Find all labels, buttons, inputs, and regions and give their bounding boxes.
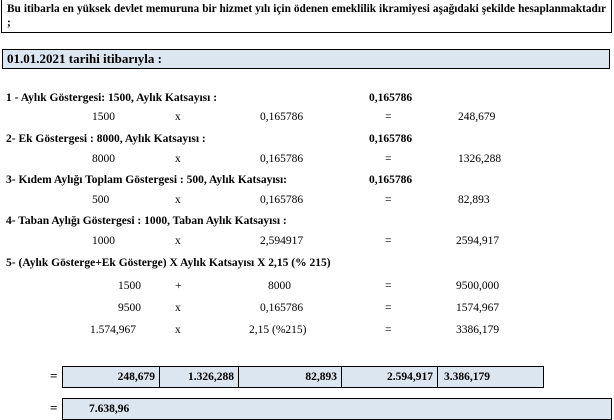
section-3-row-1-result: 82,893 <box>458 194 490 206</box>
section-3-heading: 3- Kıdem Aylığı Toplam Göstergesi : 500, Aylık Katsayısı: <box>6 174 288 186</box>
section-5-row-3-operand-a: 1.574,967 <box>90 324 136 336</box>
section-5-row-1-operator: + <box>175 280 182 292</box>
section-2-heading: 2- Ek Göstergesi : 8000, Aylık Katsayısı : <box>6 133 206 145</box>
section-1-row-1-operand-a: 1500 <box>92 111 115 123</box>
date-heading: 01.01.2021 tarihi itibarıyla : <box>2 49 610 69</box>
total-cell-4: 2.594,917 <box>341 366 438 388</box>
totals-equals-sign: = <box>50 368 58 383</box>
total-cell-5: 3.386,179 <box>437 366 544 388</box>
section-2-row-1-operator: x <box>175 153 181 165</box>
section-3-row-1-operand-a: 500 <box>92 194 110 206</box>
section-1-row-1-operand-b: 0,165786 <box>260 111 304 123</box>
section-5-row-1-result: 9500,000 <box>456 280 500 292</box>
section-5-row-3-operator: x <box>175 324 181 336</box>
section-2-row-1-operand-a: 8000 <box>92 153 115 165</box>
total-cell-1: 248,679 <box>62 366 160 388</box>
section-2-row-1-operand-b: 0,165786 <box>260 153 304 165</box>
section-5-row-1-operand-a: 1500 <box>118 280 141 292</box>
section-5-row-1-operand-b: 8000 <box>268 280 291 292</box>
grand-total-value: 7.638,96 <box>62 398 612 420</box>
section-4-row-1-operand-b: 2,594917 <box>260 235 304 247</box>
section-3-row-1-operand-b: 0,165786 <box>260 194 304 206</box>
section-5-row-2-operand-b: 0,165786 <box>260 302 304 314</box>
section-5-row-3-result: 3386,179 <box>456 324 500 336</box>
section-5-row-1-equals: = <box>385 280 392 292</box>
grand-total-equals-sign: = <box>50 400 58 415</box>
section-1-row-1-result: 248,679 <box>458 111 496 123</box>
section-4-row-1-equals: = <box>385 235 392 247</box>
section-5-row-3-operand-b: 2,15 (%215) <box>249 324 307 336</box>
section-5-row-2-operand-a: 9500 <box>118 302 141 314</box>
total-cell-3: 82,893 <box>238 366 342 388</box>
section-5-row-2-result: 1574,967 <box>456 302 500 314</box>
section-4-row-1-operand-a: 1000 <box>92 235 115 247</box>
section-4-row-1-result: 2594,917 <box>456 235 500 247</box>
total-cell-2: 1.326,288 <box>159 366 239 388</box>
section-2-row-1-equals: = <box>385 153 392 165</box>
section-4-heading: 4- Taban Aylığı Göstergesi : 1000, Taban Aylık Katsayısı : <box>6 215 287 227</box>
section-1-row-1-operator: x <box>175 111 181 123</box>
section-1-heading: 1 - Aylık Göstergesi: 1500, Aylık Katsayısı : <box>6 92 218 104</box>
section-5-row-3-equals: = <box>385 324 392 336</box>
section-1-coefficient: 0,165786 <box>369 92 413 104</box>
section-5-row-2-operator: x <box>175 302 181 314</box>
section-2-coefficient: 0,165786 <box>369 133 413 145</box>
section-3-row-1-operator: x <box>175 194 181 206</box>
section-2-row-1-result: 1326,288 <box>458 153 502 165</box>
intro-paragraph: Bu itibarla en yüksek devlet memuruna bir hizmet yılı için ödenen emeklilik ikramiyesi aşağıdaki şekilde hesaplanmaktadır ; <box>1 0 612 33</box>
section-4-row-1-operator: x <box>175 235 181 247</box>
section-5-heading: 5- (Aylık Gösterge+Ek Gösterge) X Aylık Katsayısı X 2,15 (% 215) <box>6 257 331 269</box>
section-3-row-1-equals: = <box>385 194 392 206</box>
section-3-coefficient: 0,165786 <box>369 174 413 186</box>
section-1-row-1-equals: = <box>385 111 392 123</box>
section-5-row-2-equals: = <box>385 302 392 314</box>
